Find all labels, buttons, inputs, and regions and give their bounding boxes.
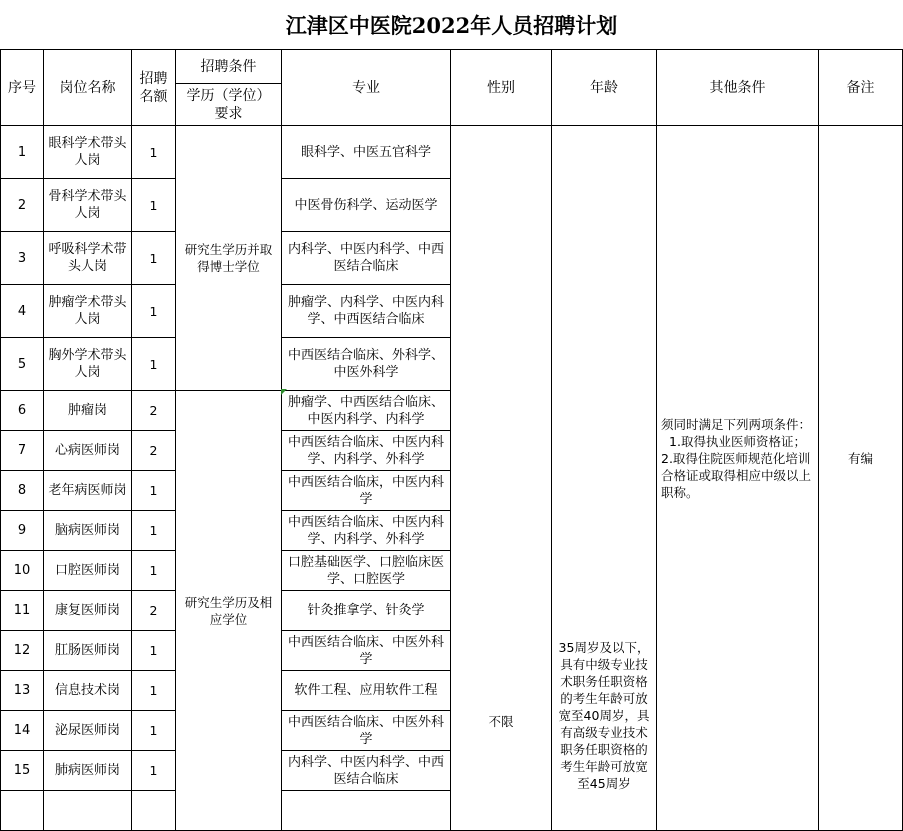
cell-comment-marker [281, 389, 287, 395]
empty-cell [132, 791, 176, 831]
header-seq: 序号 [1, 50, 44, 126]
header-other: 其他条件 [657, 50, 819, 126]
header-quota: 招聘名额 [132, 50, 176, 126]
row-quota: 1 [132, 232, 176, 285]
row-major: 内科学、中医内科学、中西医结合临床 [282, 232, 451, 285]
row-major: 软件工程、应用软件工程 [282, 671, 451, 711]
row-major: 中西医结合临床、中医内科学、内科学、外科学 [282, 511, 451, 551]
row-seq: 6 [1, 391, 44, 431]
gender-value: 不限 [488, 714, 514, 729]
row-post: 骨科学术带头人岗 [44, 179, 132, 232]
page-title: 江津区中医院2022年人员招聘计划 [285, 13, 618, 38]
row-post: 呼吸科学术带头人岗 [44, 232, 132, 285]
other-conditions-cell [657, 126, 819, 831]
row-major: 中西医结合临床，中医内科学 [282, 471, 451, 511]
row-major: 中西医结合临床、中医内科学、内科学、外科学 [282, 431, 451, 471]
row-seq: 8 [1, 471, 44, 511]
row-post: 康复医师岗 [44, 591, 132, 631]
row-post: 脑病医师岗 [44, 511, 132, 551]
row-quota: 1 [132, 179, 176, 232]
row-post: 老年病医师岗 [44, 471, 132, 511]
education-master: 研究生学历及相应学位 [176, 391, 282, 831]
row-seq: 12 [1, 631, 44, 671]
row-post: 眼科学术带头人岗 [44, 126, 132, 179]
row-seq: 5 [1, 338, 44, 391]
row-quota: 1 [132, 471, 176, 511]
row-major: 口腔基础医学、口腔临床医学、口腔医学 [282, 551, 451, 591]
row-quota: 1 [132, 285, 176, 338]
table-row [1, 126, 903, 179]
row-major: 针灸推拿学、针灸学 [282, 591, 451, 631]
header-major: 专业 [282, 50, 451, 126]
row-quota: 1 [132, 631, 176, 671]
age-value: 35周岁及以下，具有中级专业技术职务任职资格的考生年龄可放宽至40周岁，具有高级专业技术职务任职资格的考生年龄可放宽至45周岁 [558, 640, 650, 791]
row-quota: 1 [132, 338, 176, 391]
remark-cell [819, 126, 903, 831]
row-major: 肿瘤学、内科学、中医内科学、中西医结合临床 [282, 285, 451, 338]
row-post: 泌尿医师岗 [44, 711, 132, 751]
other-cond-intro: 须同时满足下列两项条件： [661, 416, 812, 432]
row-seq: 9 [1, 511, 44, 551]
row-major: 中西医结合临床、中医外科学 [282, 631, 451, 671]
row-quota: 1 [132, 511, 176, 551]
row-post: 心病医师岗 [44, 431, 132, 471]
row-post: 肺病医师岗 [44, 751, 132, 791]
row-quota: 1 [132, 751, 176, 791]
header-gender: 性别 [451, 50, 552, 126]
row-seq: 13 [1, 671, 44, 711]
row-major: 中西医结合临床、外科学、中医外科学 [282, 338, 451, 391]
row-major: 中西医结合临床、中医外科学 [282, 711, 451, 751]
other-cond-item1: 1.取得执业医师资格证； [669, 433, 806, 449]
age-cell [552, 126, 657, 831]
header-post: 岗位名称 [44, 50, 132, 126]
empty-cell [44, 791, 132, 831]
other-cond-item2: 2.取得住院医师规范化培训合格证或取得相应中级以上职称。 [661, 450, 812, 500]
row-post: 信息技术岗 [44, 671, 132, 711]
empty-cell [282, 791, 451, 831]
row-seq: 2 [1, 179, 44, 232]
row-quota: 1 [132, 711, 176, 751]
row-seq: 10 [1, 551, 44, 591]
row-post: 口腔医师岗 [44, 551, 132, 591]
row-quota: 1 [132, 671, 176, 711]
row-seq: 4 [1, 285, 44, 338]
empty-cell [1, 791, 44, 831]
row-seq: 11 [1, 591, 44, 631]
row-post: 肛肠医师岗 [44, 631, 132, 671]
header-remark: 备注 [819, 50, 903, 126]
row-seq: 1 [1, 126, 44, 179]
row-major: 肿瘤学、中西医结合临床、中医内科学、内科学 [282, 391, 451, 431]
row-quota: 2 [132, 391, 176, 431]
row-quota: 2 [132, 591, 176, 631]
row-major: 内科学、中医内科学、中西医结合临床 [282, 751, 451, 791]
recruitment-table [0, 49, 903, 831]
row-seq: 3 [1, 232, 44, 285]
gender-cell [451, 126, 552, 831]
header-conditions: 招聘条件 [176, 50, 282, 84]
education-phd: 研究生学历并取得博士学位 [176, 126, 282, 391]
header-education: 学历（学位）要求 [176, 84, 282, 126]
row-post: 肿瘤岗 [44, 391, 132, 431]
row-post: 胸外学术带头人岗 [44, 338, 132, 391]
row-major: 中医骨伤科学、运动医学 [282, 179, 451, 232]
row-seq: 14 [1, 711, 44, 751]
row-quota: 1 [132, 126, 176, 179]
row-seq: 15 [1, 751, 44, 791]
header-age: 年龄 [552, 50, 657, 126]
row-major: 眼科学、中医五官科学 [282, 126, 451, 179]
row-seq: 7 [1, 431, 44, 471]
remark-value: 有编 [847, 450, 873, 466]
row-quota: 2 [132, 431, 176, 471]
row-post: 肿瘤学术带头人岗 [44, 285, 132, 338]
row-quota: 1 [132, 551, 176, 591]
